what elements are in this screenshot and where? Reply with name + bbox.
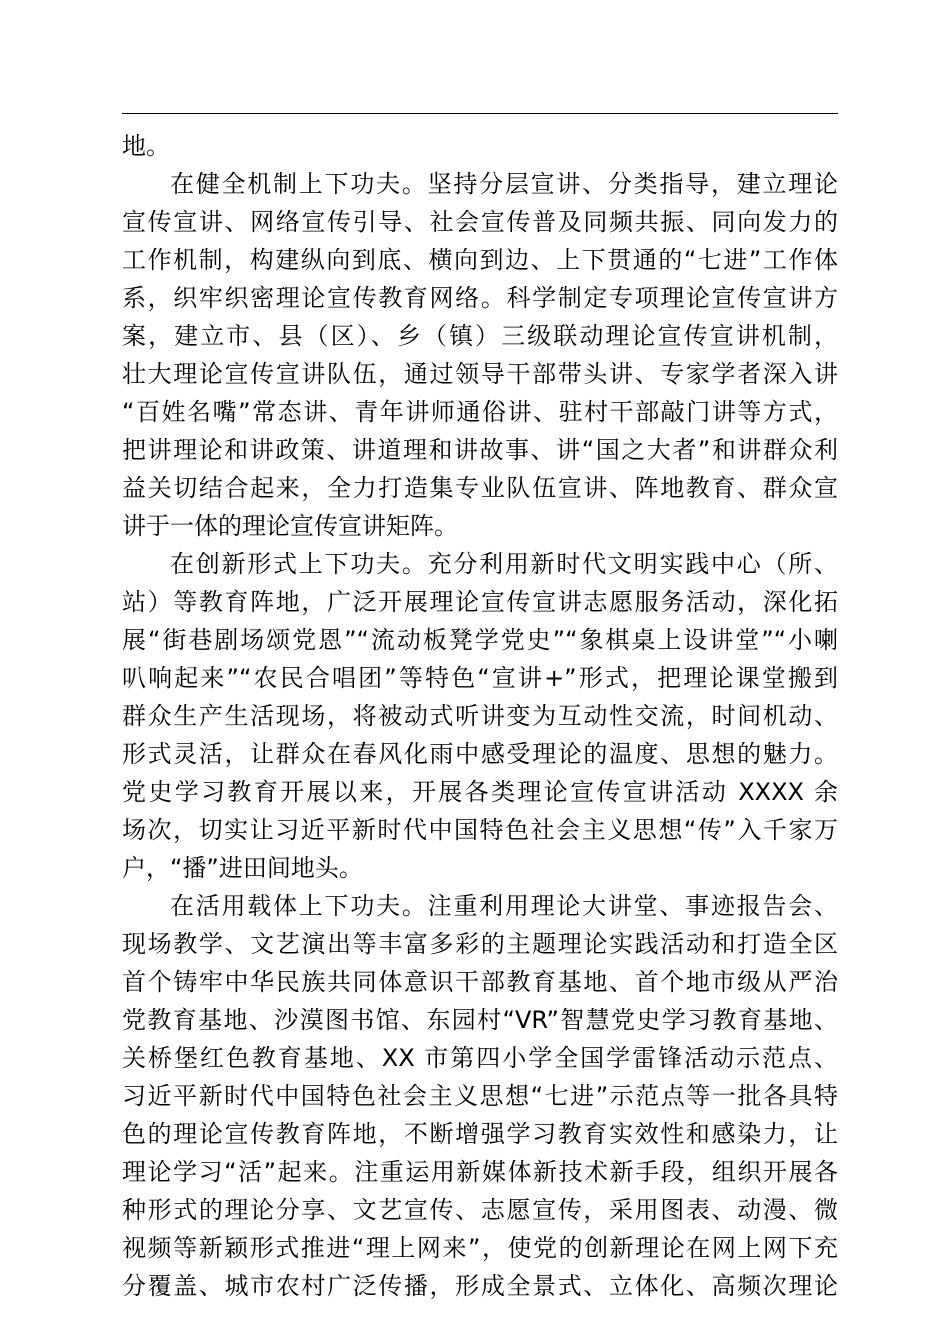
text-line: 关桥堡红色教育基地、XX 市第四小学全国学雷锋活动示范点、 [122, 1044, 838, 1072]
text-line: 现场教学、文艺演出等丰富多彩的主题理论实践活动和打造全区 [122, 930, 838, 958]
text-line: 系，织牢织密理论宣传教育网络。科学制定专项理论宣传宣讲方 [122, 284, 838, 312]
text-line: 展“街巷剧场颂党恩”“流动板凳学党史”“象棋桌上设讲堂”“小喇 [122, 626, 838, 654]
text-line: 地。 [122, 132, 170, 160]
text-line: 形式灵活，让群众在春风化雨中感受理论的温度、思想的魅力。 [122, 740, 838, 768]
text-line: 习近平新时代中国特色社会主义思想“七进”示范点等一批各具特 [122, 1082, 838, 1110]
text-line: 群众生产生活现场，将被动式听讲变为互动性交流，时间机动、 [122, 702, 838, 730]
text-line: 视频等新颖形式推进“理上网来”，使党的创新理论在网上网下充 [122, 1234, 838, 1262]
text-line: 党史学习教育开展以来，开展各类理论宣传宣讲活动 XXXX 余 [122, 778, 838, 806]
text-line: 叭响起来”“农民合唱团”等特色“宣讲+”形式，把理论课堂搬到 [122, 664, 838, 692]
text-line: 党教育基地、沙漠图书馆、东园村“VR”智慧党史学习教育基地、 [122, 1006, 838, 1034]
paragraph-start-line: 在创新形式上下功夫。充分利用新时代文明实践中心（所、 [170, 550, 838, 578]
text-line: 益关切结合起来，全力打造集专业队伍宣讲、阵地教育、群众宣 [122, 474, 838, 502]
text-line: 场次，切实让习近平新时代中国特色社会主义思想“传”入千家万 [122, 816, 838, 844]
text-line: 分覆盖、城市农村广泛传播，形成全景式、立体化、高频次理论 [122, 1272, 838, 1300]
text-line: 壮大理论宣传宣讲队伍，通过领导干部带头讲、专家学者深入讲 [122, 360, 838, 388]
paragraph-start-line: 在健全机制上下功夫。坚持分层宣讲、分类指导，建立理论 [170, 170, 838, 198]
text-line: 户，“播”进田间地头。 [122, 854, 363, 882]
text-line: 讲于一体的理论宣传宣讲矩阵。 [122, 512, 458, 540]
text-line: 站）等教育阵地，广泛开展理论宣传宣讲志愿服务活动，深化拓 [122, 588, 838, 616]
text-line: 色的理论宣传教育阵地，不断增强学习教育实效性和感染力，让 [122, 1120, 838, 1148]
text-line: 理论学习“活”起来。注重运用新媒体新技术新手段，组织开展各 [122, 1158, 838, 1186]
paragraph-start-line: 在活用载体上下功夫。注重利用理论大讲堂、事迹报告会、 [170, 892, 838, 920]
text-line: 工作机制，构建纵向到底、横向到边、上下贯通的“七进”工作体 [122, 246, 838, 274]
header-rule [122, 113, 838, 114]
text-line: 案，建立市、县（区）、乡（镇）三级联动理论宣传宣讲机制， [122, 322, 838, 350]
text-line: 种形式的理论分享、文艺宣传、志愿宣传，采用图表、动漫、微 [122, 1196, 838, 1224]
text-line: 宣传宣讲、网络宣传引导、社会宣传普及同频共振、同向发力的 [122, 208, 838, 236]
text-line: “百姓名嘴”常态讲、青年讲师通俗讲、驻村干部敲门讲等方式， [122, 398, 838, 426]
text-line: 首个铸牢中华民族共同体意识干部教育基地、首个地市级从严治 [122, 968, 838, 996]
text-line: 把讲理论和讲政策、讲道理和讲故事、讲“国之大者”和讲群众利 [122, 436, 838, 464]
